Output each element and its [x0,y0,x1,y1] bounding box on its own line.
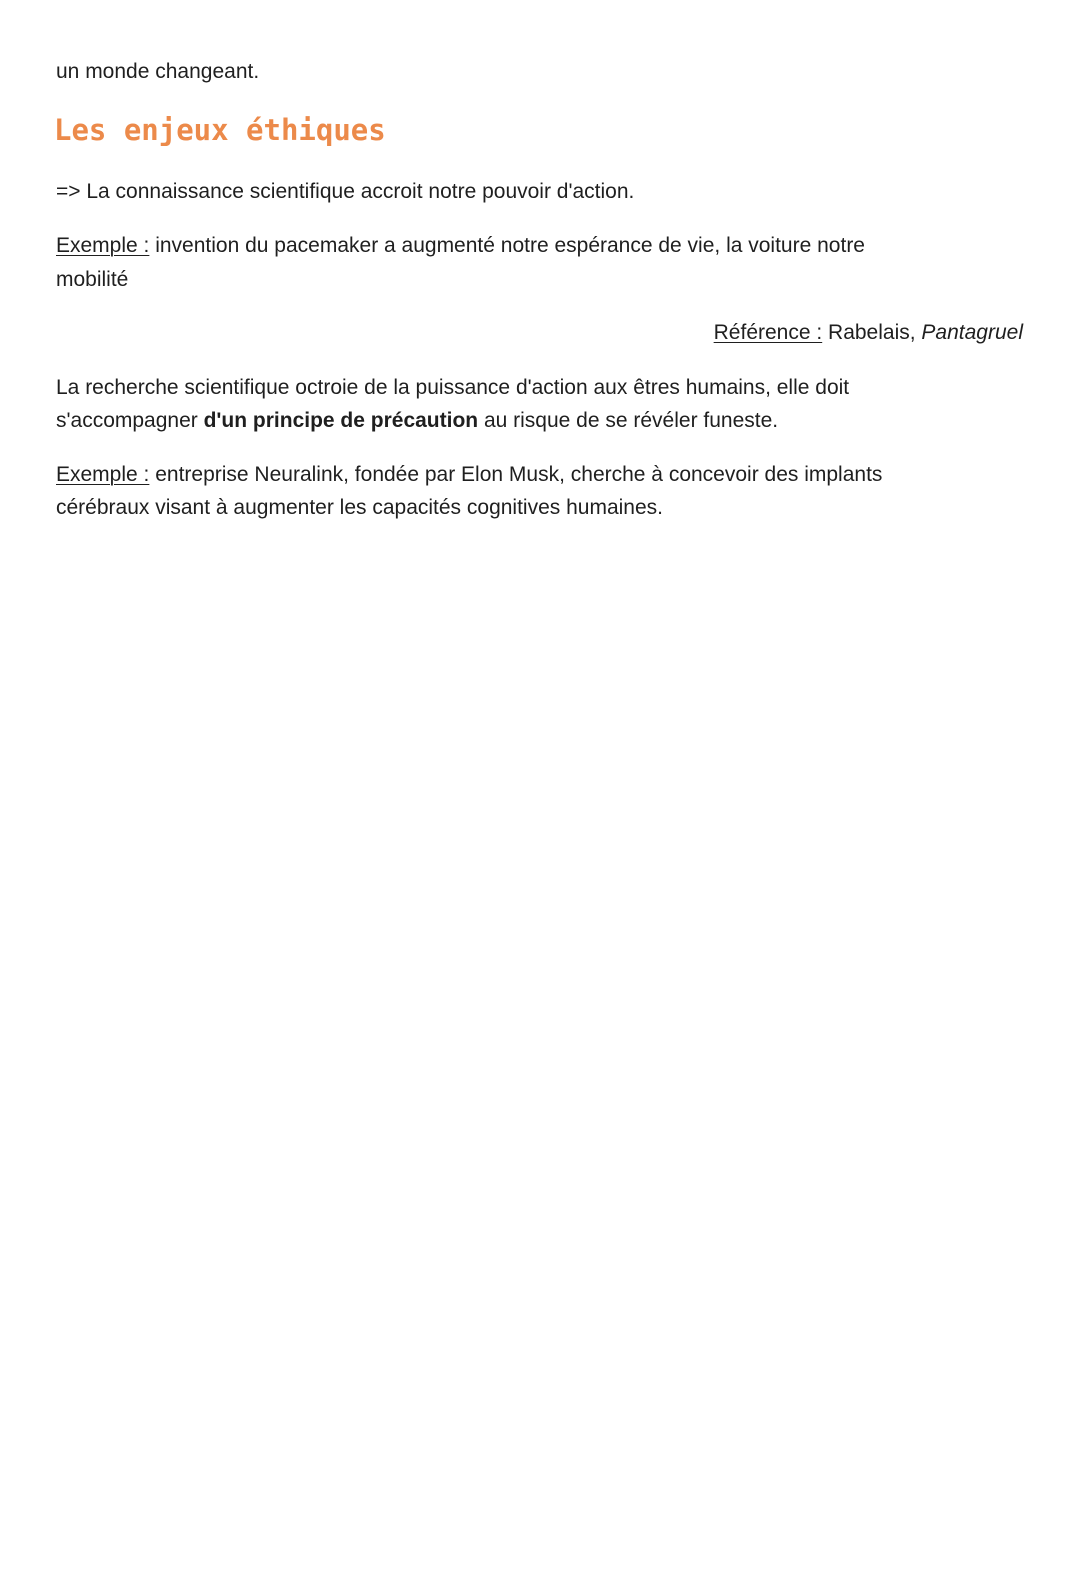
reference-line [714,316,1023,349]
paragraph-2-line-2 [56,404,778,437]
paragraph-2-text-after: au risque de se révéler funeste. [478,409,779,432]
paragraph-2-line-1: La recherche scientifique octroie de la puissance d'action aux êtres humains, elle doit [56,376,850,399]
reference-author: Rabelais, [822,321,922,344]
reference-work: Pantagruel [921,321,1023,344]
example-2-text: entreprise Neuralink, fondée par Elon Musk, cherche à concevoir des implants [149,463,883,486]
section-heading: Les enjeux éthiques [54,113,386,147]
example-label: Exemple : [56,234,150,257]
statement-paragraph: => La connaissance scientifique accroit notre pouvoir d'action. [56,180,635,203]
reference-label: Référence : [713,321,823,344]
continuation-text: un monde changeant. [56,60,260,83]
emphasis-text: d'un principe de précaution [203,409,479,432]
example-1-line-2: mobilité [56,268,129,291]
example-2-line-1 [56,458,882,491]
paragraph-2-text-before: s'accompagner [56,409,204,432]
example-1-line-1 [56,229,865,262]
example-1-text: invention du pacemaker a augmenté notre espérance de vie, la voiture notre [149,234,865,257]
example-2-line-2: cérébraux visant à augmenter les capacités cognitives humaines. [56,496,663,519]
example-label: Exemple : [56,463,150,486]
